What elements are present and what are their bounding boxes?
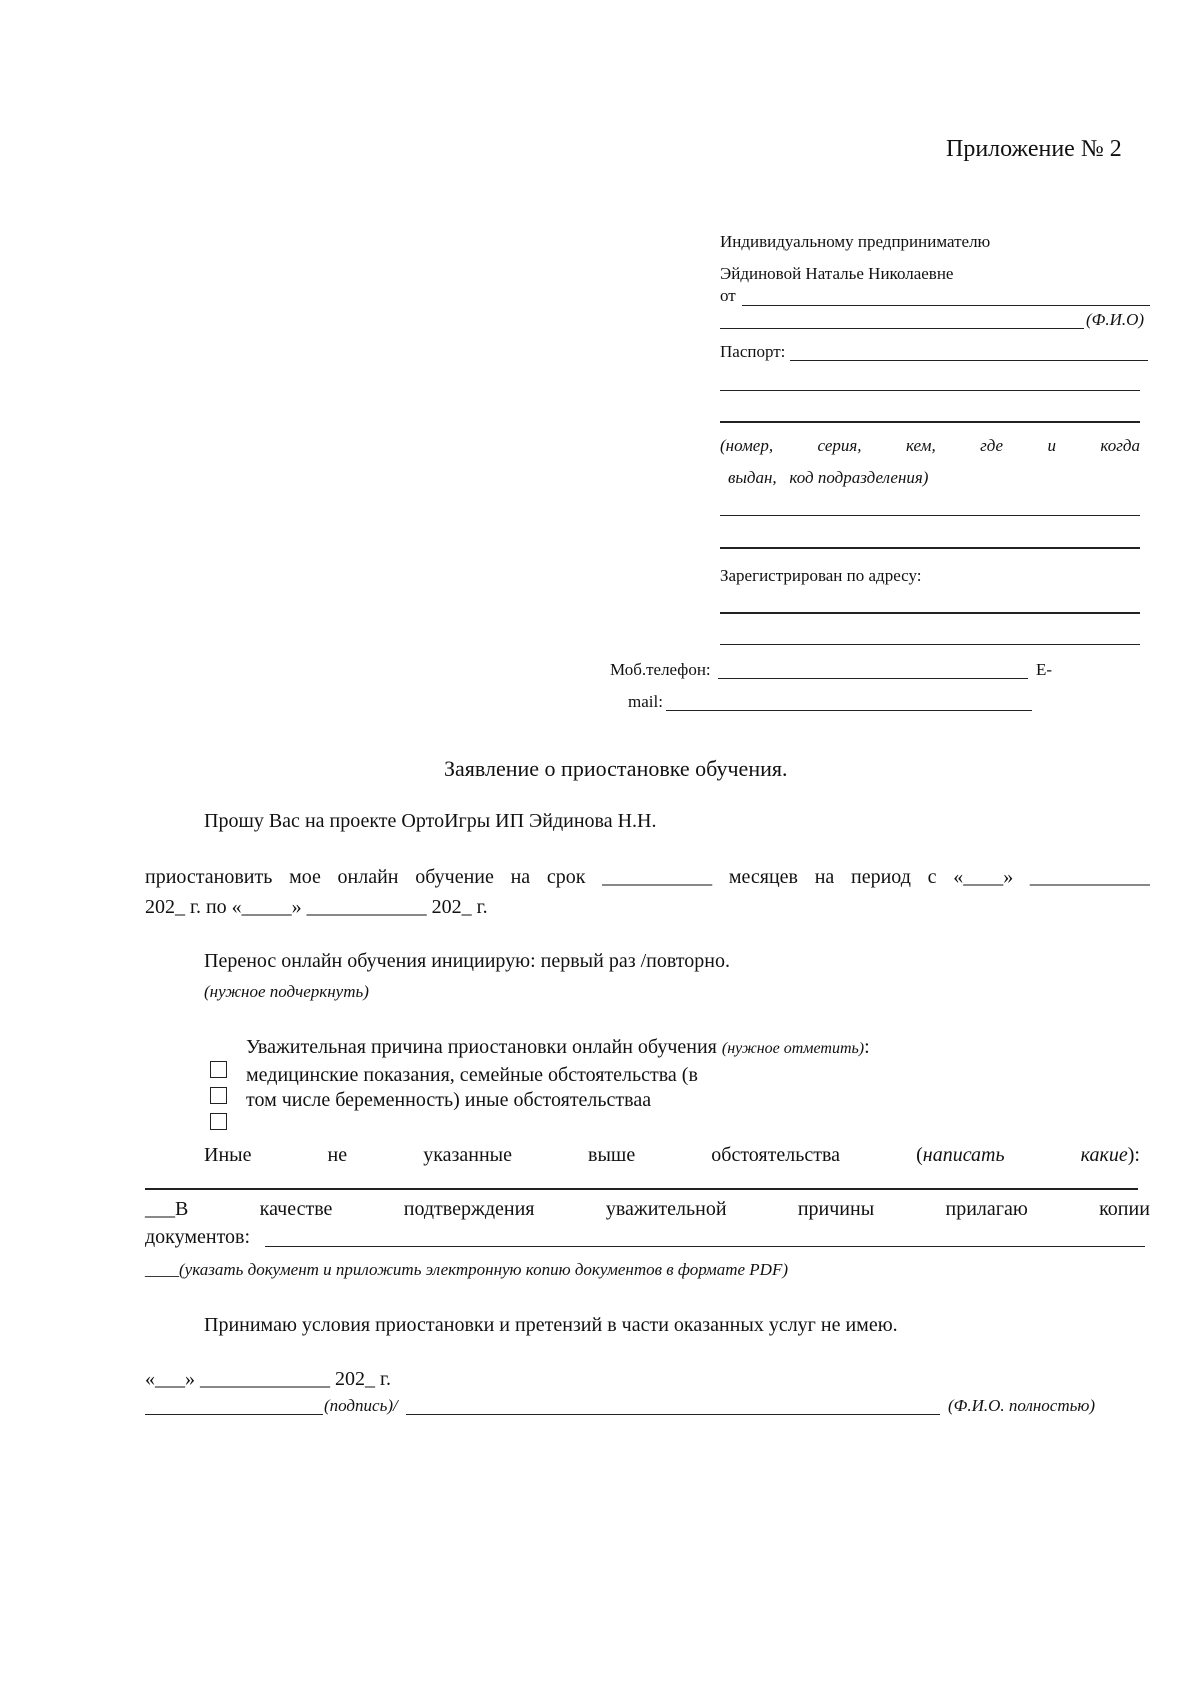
transfer-text: Перенос онлайн обучения инициирую: первый раз /повторно. bbox=[204, 950, 730, 972]
other-circumstances-field[interactable] bbox=[145, 1188, 1138, 1190]
request-line-2 bbox=[145, 866, 1150, 889]
request-line-3: 202_ г. по «_____» ____________ 202_ г. bbox=[145, 896, 488, 918]
other-circumstances-line bbox=[204, 1144, 1140, 1167]
word: Иные bbox=[204, 1144, 252, 1166]
phone-label: Моб.телефон: bbox=[610, 660, 711, 679]
signature-hint: (подпись)/ bbox=[324, 1396, 398, 1415]
word: указанные bbox=[423, 1144, 512, 1166]
term-field[interactable]: ___________ bbox=[602, 866, 713, 888]
addressee-line-2: Эйдиновой Наталье Николаевне bbox=[720, 264, 954, 283]
passport-field-3[interactable] bbox=[720, 421, 1140, 423]
hint-word: (номер, bbox=[720, 436, 774, 455]
address-field-1[interactable] bbox=[720, 612, 1140, 614]
word: период bbox=[851, 866, 911, 888]
word: обстоятельства bbox=[711, 1144, 841, 1166]
start-month-field[interactable]: ____________ bbox=[1029, 866, 1150, 888]
appendix-number: Приложение № 2 bbox=[946, 136, 1122, 162]
word-write bbox=[916, 1144, 1005, 1167]
start-day-field[interactable]: «____» bbox=[953, 866, 1014, 888]
word: онлайн bbox=[337, 866, 399, 888]
word: ___В bbox=[145, 1198, 189, 1220]
hint-word: и bbox=[1047, 436, 1056, 455]
registered-label: Зарегистрирован по адресу: bbox=[720, 566, 922, 585]
reason-heading-text: Уважительная причина приостановки онлайн обучения bbox=[246, 1036, 717, 1058]
word: с bbox=[927, 866, 937, 888]
word: мое bbox=[289, 866, 321, 888]
word-which-em: какие bbox=[1080, 1144, 1128, 1166]
documents-hint: ____(указать документ и приложить электронную копию документов в формате PDF) bbox=[145, 1260, 788, 1279]
checkbox-family[interactable] bbox=[210, 1087, 227, 1104]
fio-hint: (Ф.И.О) bbox=[1086, 310, 1145, 329]
from-name-field-2[interactable] bbox=[720, 328, 1084, 329]
paren-close: ): bbox=[1127, 1144, 1140, 1166]
hint-word: кем, bbox=[905, 436, 936, 455]
reason-heading-colon: : bbox=[864, 1036, 870, 1058]
passport-field-4[interactable] bbox=[720, 515, 1140, 516]
from-label: от bbox=[720, 286, 736, 305]
word: обучение bbox=[415, 866, 494, 888]
word: приостановить bbox=[145, 866, 273, 888]
passport-hint-2: выдан, код подразделения) bbox=[728, 468, 929, 487]
passport-field-5[interactable] bbox=[720, 547, 1140, 549]
word-write-em: написать bbox=[922, 1144, 1005, 1166]
date-line[interactable]: «___» _____________ 202_ г. bbox=[145, 1368, 391, 1390]
transfer-hint: (нужное подчеркнуть) bbox=[204, 982, 369, 1001]
address-field-2[interactable] bbox=[720, 644, 1140, 645]
email-field[interactable] bbox=[666, 710, 1032, 711]
email-suffix: E- bbox=[1036, 660, 1053, 679]
word-which bbox=[1081, 1144, 1140, 1167]
word: подтверждения bbox=[403, 1198, 535, 1220]
request-line-1: Прошу Вас на проекте ОртоИгры ИП Эйдинова Н.Н. bbox=[204, 810, 657, 832]
confirmation-line bbox=[145, 1198, 1150, 1221]
accept-text: Принимаю условия приостановки и претензий в части оказанных услуг не имею. bbox=[204, 1314, 898, 1336]
passport-hint bbox=[720, 436, 1140, 456]
reason-line-1: медицинские показания, семейные обстоятельства (в bbox=[246, 1064, 698, 1086]
phone-field[interactable] bbox=[718, 678, 1028, 679]
word: прилагаю bbox=[945, 1198, 1028, 1220]
reason-heading-hint: (нужное отметить) bbox=[721, 1040, 865, 1057]
hint-word: серия, bbox=[817, 436, 862, 455]
reason-line-2: том числе беременность) иные обстоятельстваа bbox=[246, 1089, 652, 1111]
from-name-field[interactable] bbox=[742, 305, 1150, 306]
word: уважительной bbox=[605, 1198, 727, 1220]
document-title: Заявление о приостановке обучения. bbox=[444, 756, 788, 781]
word: срок bbox=[546, 866, 586, 888]
full-name-hint: (Ф.И.О. полностью) bbox=[948, 1396, 1096, 1415]
checkbox-medical[interactable] bbox=[210, 1061, 227, 1078]
passport-field-2[interactable] bbox=[720, 390, 1140, 391]
word: на bbox=[814, 866, 835, 888]
addressee-line-1: Индивидуальному предпринимателю bbox=[720, 232, 991, 251]
word: качестве bbox=[259, 1198, 333, 1220]
signature-field[interactable] bbox=[145, 1414, 323, 1415]
word: на bbox=[510, 866, 531, 888]
full-name-field[interactable] bbox=[406, 1414, 940, 1415]
documents-label: документов: bbox=[145, 1226, 251, 1248]
email-label: mail: bbox=[628, 692, 663, 711]
word: выше bbox=[588, 1144, 636, 1166]
word: не bbox=[327, 1144, 348, 1166]
hint-word: где bbox=[980, 436, 1004, 455]
word: месяцев bbox=[728, 866, 798, 888]
passport-label: Паспорт: bbox=[720, 342, 786, 361]
checkbox-other[interactable] bbox=[210, 1113, 227, 1130]
word: копии bbox=[1099, 1198, 1150, 1220]
passport-field-1[interactable] bbox=[790, 360, 1148, 361]
documents-field[interactable] bbox=[265, 1246, 1145, 1247]
hint-word: когда bbox=[1100, 436, 1140, 455]
paren-open: ( bbox=[916, 1144, 923, 1166]
reason-heading bbox=[246, 1036, 870, 1059]
word: причины bbox=[797, 1198, 875, 1220]
